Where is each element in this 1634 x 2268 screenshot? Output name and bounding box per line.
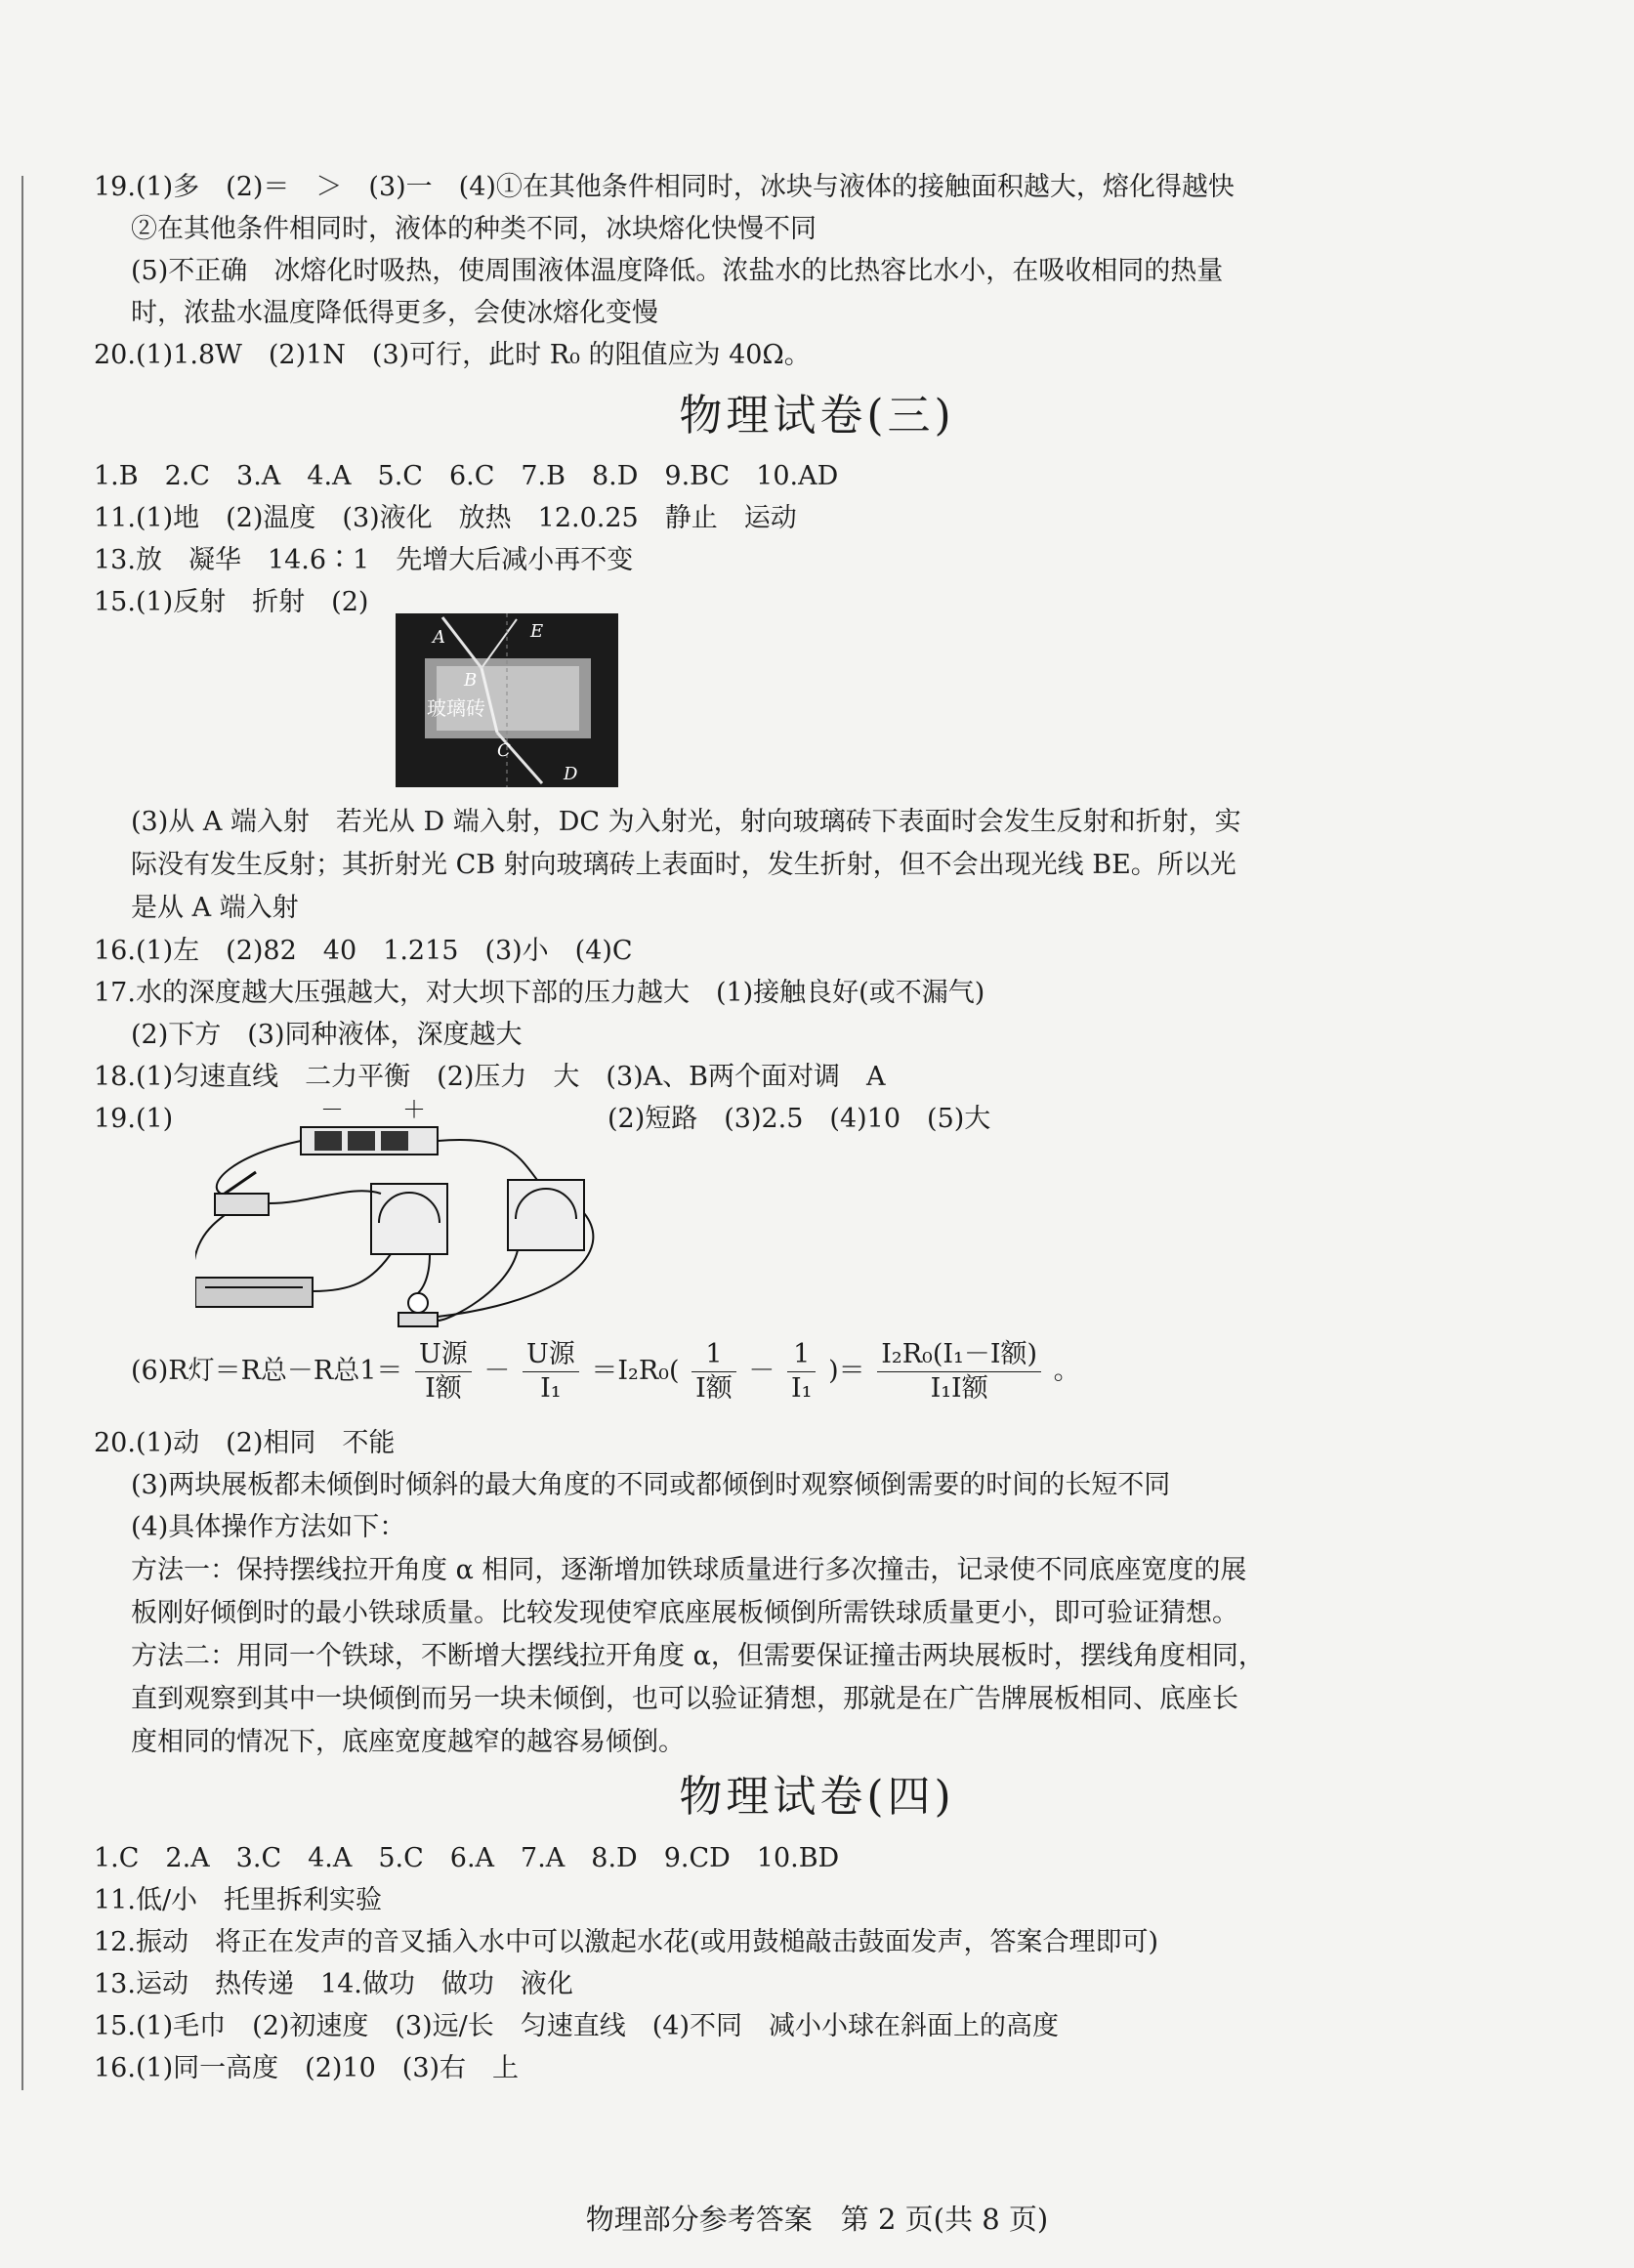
answer-line: (5)不正确 冰熔化时吸热，使周围液体温度降低。浓盐水的比热容比水小，在吸收相同的热量 (131, 256, 1224, 286)
answer-line: 17.水的深度越大压强越大，对大坝下部的压力越大 (1)接触良好(或不漏气) (94, 978, 985, 1008)
point-label: B (464, 670, 478, 691)
answer-line: 19.(1)多 (2)＝ ＞ (3)一 (4)①在其他条件相同时，冰块与液体的接触面积越大，熔化得越快 (94, 172, 1235, 202)
terminal-label: ＋ (402, 1096, 426, 1123)
point-label: A (433, 627, 445, 648)
answer-line: 11.低/小 托里拆利实验 (94, 1885, 383, 1915)
answer-line: 方法二：用同一个铁球，不断增大摆线拉开角度 α，但需要保证撞击两块展板时，摆线角度相同， (131, 1641, 1265, 1671)
page-footer: 物理部分参考答案 第 2 页(共 8 页) (585, 2203, 1049, 2236)
glass-brick-photo (396, 613, 618, 787)
answer-line: 度相同的情况下，底座宽度越窄的越容易倾倒。 (131, 1727, 685, 1757)
answer-line: (3)两块展板都未倾倒时倾斜的最大角度的不同或都倾倒时观察倾倒需要的时间的长短不同 (131, 1470, 1171, 1500)
point-label: C (497, 740, 511, 761)
answer-line: 1.B 2.C 3.A 4.A 5.C 6.C 7.B 8.D 9.BC 10.AD (94, 461, 839, 491)
answer-line: 20.(1)动 (2)相同 不能 (94, 1428, 396, 1458)
answer-line: (2)下方 (3)同种液体，深度越大 (131, 1020, 523, 1050)
answer-line: 20.(1)1.8W (2)1N (3)可行，此时 R₀ 的阻值应为 40Ω。 (94, 340, 811, 370)
answer-line: 11.(1)地 (2)温度 (3)液化 放热 12.0.25 静止 运动 (94, 503, 797, 533)
section-title: 物理试卷(四) (679, 1772, 955, 1822)
answer-line: (3)从 A 端入射 若光从 D 端入射，DC 为入射光，射向玻璃砖下表面时会发生反射和折射，实 (131, 807, 1241, 837)
answer-line: 板刚好倾倒时的最小铁球质量。比较发现使窄底座展板倾倒所需铁球质量更小，即可验证猜想。 (131, 1598, 1238, 1628)
fraction: $\frac{\text{U源}}{\text{I额}}$ (415, 1338, 472, 1406)
glass-brick-label: 玻璃砖 (427, 696, 485, 720)
answer-line: 15.(1)毛巾 (2)初速度 (3)远/长 匀速直线 (4)不同 减小小球在斜面上的高度 (94, 2011, 1060, 2041)
answer-line: 13.运动 热传递 14.做功 做功 液化 (94, 1969, 573, 1999)
answer-line: 16.(1)同一高度 (2)10 (3)右 上 (94, 2053, 520, 2083)
answer-line: 12.振动 将正在发声的音叉插入水中可以激起水花(或用鼓槌敲击鼓面发声，答案合理即可) (94, 1927, 1159, 1957)
answer-line: 18.(1)匀速直线 二力平衡 (2)压力 大 (3)A、B两个面对调 A (94, 1062, 886, 1092)
fraction: $\frac{1}{\text{I₁}}$ (787, 1338, 817, 1406)
answer-line: 19.(1) (94, 1104, 174, 1134)
fraction: $\frac{1}{\text{I额}}$ (691, 1338, 736, 1406)
answer-line: 13.放 凝华 14.6∶1 先增大后减小再不变 (94, 545, 634, 575)
fraction: $\frac{\text{I₂R₀(I₁－I额)}}{\text{I₁I额}}$ (877, 1338, 1041, 1406)
answer-line: 是从 A 端入射 (131, 893, 299, 923)
answer-line: 时，浓盐水温度降低得更多，会使冰熔化变慢 (131, 298, 658, 328)
fraction: $\frac{\text{U源}}{\text{I₁}}$ (523, 1338, 579, 1406)
answer-line: (4)具体操作方法如下： (131, 1512, 406, 1542)
answer-line: 16.(1)左 (2)82 40 1.215 (3)小 (4)C (94, 936, 633, 966)
terminal-label: － (320, 1096, 344, 1123)
point-label: E (530, 621, 544, 642)
formula-text: (6)R灯＝R总－R总1＝ (131, 1356, 403, 1386)
answer-line: 1.C 2.A 3.C 4.A 5.C 6.A 7.A 8.D 9.CD 10.BD (94, 1843, 840, 1873)
answer-line: 方法一：保持摆线拉开角度 α 相同，逐渐增加铁球质量进行多次撞击，记录使不同底座宽度的展 (131, 1555, 1247, 1585)
answer-line: (2)短路 (3)2.5 (4)10 (5)大 (608, 1104, 991, 1134)
answer-line: 直到观察到其中一块倾倒而另一块未倾倒，也可以验证猜想，那就是在广告牌展板相同、底座长 (131, 1684, 1238, 1714)
section-title: 物理试卷(三) (679, 391, 955, 441)
answer-line: 15.(1)反射 折射 (2) (94, 587, 369, 617)
answer-line: 际没有发生反射；其折射光 CB 射向玻璃砖上表面时，发生折射，但不会出现光线 BE。所以光 (131, 850, 1236, 880)
point-label: D (564, 764, 578, 784)
answer-line: ②在其他条件相同时，液体的种类不同，冰块熔化快慢不同 (131, 214, 817, 244)
circuit-diagram (195, 1096, 606, 1340)
formula-line: (6)R灯＝R总－R总1＝ $\frac{\text{U源}}{\text{I额}}$ － $\frac{\text{U源}}{\text{I₁}}$ ＝I₂R₀( $\frac{1}{\text{I额}}$ － $\frac{1}{\text{I₁}}$ )＝ $\frac{\text{I₂R₀(I₁－I额)}}{\text{I₁I额}}$ 。 (131, 1339, 1080, 1404)
